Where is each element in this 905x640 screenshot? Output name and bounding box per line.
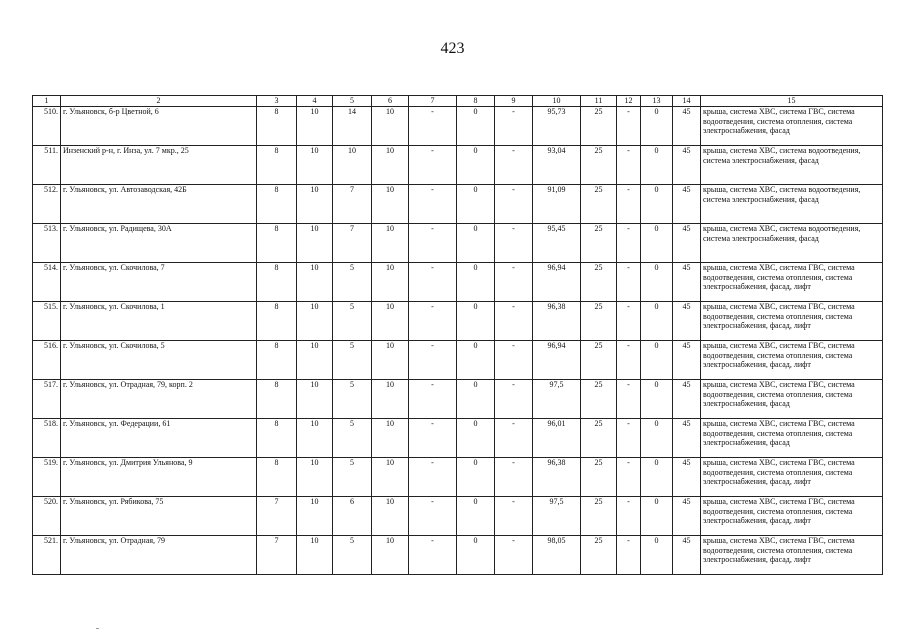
- value-cell: 0: [457, 380, 495, 419]
- works-cell: крыша, система ХВС, система ГВС, система водоотведения, система отопления, система электроснабжения, фасад: [701, 419, 883, 458]
- value-cell: 97,5: [533, 497, 581, 536]
- value-cell: 96,94: [533, 263, 581, 302]
- value-cell: 7: [257, 497, 297, 536]
- address-cell: Инзенский р-н, г. Инза, ул. 7 мкр., 25: [61, 146, 257, 185]
- value-cell: -: [617, 146, 641, 185]
- value-cell: 10: [372, 107, 409, 146]
- row-number-cell: 520.: [33, 497, 61, 536]
- address-cell: г. Ульяновск, ул. Радищева, 30А: [61, 224, 257, 263]
- page-number: 423: [440, 40, 465, 57]
- value-cell: 5: [333, 380, 372, 419]
- value-cell: 8: [257, 185, 297, 224]
- col-header: 12: [617, 96, 641, 107]
- table-row: [33, 419, 883, 458]
- col-header: 4: [297, 96, 333, 107]
- value-cell: 0: [457, 302, 495, 341]
- value-cell: -: [495, 146, 533, 185]
- col-header: 1: [33, 96, 61, 107]
- value-cell: 0: [457, 419, 495, 458]
- value-cell: 0: [641, 302, 673, 341]
- value-cell: 6: [333, 497, 372, 536]
- value-cell: 10: [297, 146, 333, 185]
- value-cell: 10: [297, 302, 333, 341]
- address-cell: г. Ульяновск, ул. Скочилова, 5: [61, 341, 257, 380]
- col-header: 11: [581, 96, 617, 107]
- table-row: [33, 263, 883, 302]
- value-cell: -: [617, 497, 641, 536]
- row-number-cell: 517.: [33, 380, 61, 419]
- value-cell: 0: [641, 185, 673, 224]
- value-cell: 10: [297, 380, 333, 419]
- value-cell: 97,5: [533, 380, 581, 419]
- scan-speck: [96, 628, 99, 629]
- works-cell: крыша, система ХВС, система ГВС, система водоотведения, система отопления, система электроснабжения, фасад, лифт: [701, 302, 883, 341]
- value-cell: 0: [457, 263, 495, 302]
- address-cell: г. Ульяновск, ул. Дмитрия Ульянова, 9: [61, 458, 257, 497]
- row-number-cell: 512.: [33, 185, 61, 224]
- value-cell: 10: [297, 497, 333, 536]
- value-cell: 25: [581, 419, 617, 458]
- row-number-cell: 511.: [33, 146, 61, 185]
- value-cell: -: [409, 536, 457, 575]
- table-row: [33, 458, 883, 497]
- value-cell: 0: [641, 380, 673, 419]
- value-cell: 25: [581, 185, 617, 224]
- col-header: 14: [673, 96, 701, 107]
- value-cell: -: [495, 263, 533, 302]
- value-cell: 25: [581, 263, 617, 302]
- value-cell: 0: [457, 107, 495, 146]
- value-cell: -: [617, 185, 641, 224]
- value-cell: 25: [581, 536, 617, 575]
- col-header: 9: [495, 96, 533, 107]
- value-cell: 25: [581, 341, 617, 380]
- value-cell: 5: [333, 341, 372, 380]
- value-cell: 25: [581, 497, 617, 536]
- value-cell: 10: [372, 380, 409, 419]
- value-cell: 0: [457, 497, 495, 536]
- value-cell: 10: [297, 341, 333, 380]
- value-cell: 25: [581, 458, 617, 497]
- works-cell: крыша, система ХВС, система ГВС, система водоотведения, система отопления, система электроснабжения, фасад, лифт: [701, 497, 883, 536]
- value-cell: 5: [333, 302, 372, 341]
- value-cell: 96,38: [533, 458, 581, 497]
- value-cell: 8: [257, 302, 297, 341]
- value-cell: 25: [581, 224, 617, 263]
- row-number-cell: 518.: [33, 419, 61, 458]
- value-cell: 45: [673, 380, 701, 419]
- value-cell: 10: [372, 302, 409, 341]
- value-cell: 0: [641, 263, 673, 302]
- row-number-cell: 519.: [33, 458, 61, 497]
- address-cell: г. Ульяновск, ул. Скочилова, 7: [61, 263, 257, 302]
- value-cell: -: [495, 458, 533, 497]
- works-cell: крыша, система ХВС, система ГВС, система водоотведения, система отопления, система электроснабжения, фасад, лифт: [701, 458, 883, 497]
- value-cell: 10: [297, 536, 333, 575]
- value-cell: -: [409, 380, 457, 419]
- value-cell: -: [409, 341, 457, 380]
- value-cell: 10: [372, 458, 409, 497]
- value-cell: 10: [372, 146, 409, 185]
- value-cell: 10: [297, 263, 333, 302]
- value-cell: -: [617, 302, 641, 341]
- value-cell: 45: [673, 224, 701, 263]
- table-row: [33, 185, 883, 224]
- value-cell: 0: [641, 497, 673, 536]
- value-cell: -: [617, 536, 641, 575]
- value-cell: 8: [257, 380, 297, 419]
- value-cell: -: [495, 185, 533, 224]
- address-cell: г. Ульяновск, ул. Отрадная, 79, корп. 2: [61, 380, 257, 419]
- address-cell: г. Ульяновск, ул. Федерации, 61: [61, 419, 257, 458]
- col-header: 2: [61, 96, 257, 107]
- value-cell: 7: [333, 224, 372, 263]
- table-row: [33, 146, 883, 185]
- works-cell: крыша, система ХВС, система ГВС, система водоотведения, система отопления, система электроснабжения, фасад: [701, 380, 883, 419]
- value-cell: 8: [257, 263, 297, 302]
- value-cell: -: [495, 224, 533, 263]
- value-cell: 45: [673, 146, 701, 185]
- table-row: [33, 224, 883, 263]
- value-cell: 45: [673, 107, 701, 146]
- value-cell: 45: [673, 263, 701, 302]
- value-cell: 0: [641, 146, 673, 185]
- row-number-cell: 521.: [33, 536, 61, 575]
- value-cell: 5: [333, 419, 372, 458]
- value-cell: 98,05: [533, 536, 581, 575]
- value-cell: 45: [673, 341, 701, 380]
- value-cell: -: [617, 419, 641, 458]
- value-cell: 10: [372, 263, 409, 302]
- value-cell: 25: [581, 302, 617, 341]
- value-cell: 5: [333, 536, 372, 575]
- value-cell: 96,38: [533, 302, 581, 341]
- address-cell: г. Ульяновск, ул. Отрадная, 79: [61, 536, 257, 575]
- value-cell: 5: [333, 263, 372, 302]
- col-header: 7: [409, 96, 457, 107]
- value-cell: 10: [297, 107, 333, 146]
- value-cell: 10: [372, 224, 409, 263]
- value-cell: 10: [297, 419, 333, 458]
- table-row: [33, 107, 883, 146]
- row-number-cell: 513.: [33, 224, 61, 263]
- value-cell: 0: [457, 185, 495, 224]
- value-cell: -: [409, 146, 457, 185]
- value-cell: 0: [641, 224, 673, 263]
- value-cell: 10: [372, 341, 409, 380]
- value-cell: -: [495, 497, 533, 536]
- value-cell: 0: [641, 458, 673, 497]
- value-cell: 10: [372, 419, 409, 458]
- value-cell: -: [617, 458, 641, 497]
- value-cell: -: [495, 419, 533, 458]
- value-cell: -: [409, 185, 457, 224]
- col-header: 13: [641, 96, 673, 107]
- value-cell: 25: [581, 380, 617, 419]
- row-number-cell: 515.: [33, 302, 61, 341]
- value-cell: -: [617, 380, 641, 419]
- value-cell: -: [409, 224, 457, 263]
- works-cell: крыша, система ХВС, система ГВС, система водоотведения, система отопления, система электроснабжения, фасад, лифт: [701, 536, 883, 575]
- value-cell: 45: [673, 497, 701, 536]
- value-cell: 91,09: [533, 185, 581, 224]
- row-number-cell: 514.: [33, 263, 61, 302]
- works-cell: крыша, система ХВС, система водоотведения, система электроснабжения, фасад: [701, 185, 883, 224]
- value-cell: -: [409, 302, 457, 341]
- table-row: [33, 302, 883, 341]
- value-cell: 8: [257, 341, 297, 380]
- data-table: [32, 95, 883, 575]
- value-cell: 45: [673, 302, 701, 341]
- value-cell: 8: [257, 419, 297, 458]
- value-cell: 93,04: [533, 146, 581, 185]
- value-cell: -: [617, 224, 641, 263]
- address-cell: г. Ульяновск, ул. Рябикова, 75: [61, 497, 257, 536]
- table-row: [33, 380, 883, 419]
- value-cell: 10: [372, 185, 409, 224]
- value-cell: 14: [333, 107, 372, 146]
- value-cell: 45: [673, 458, 701, 497]
- value-cell: -: [617, 263, 641, 302]
- value-cell: -: [409, 497, 457, 536]
- value-cell: 0: [641, 536, 673, 575]
- value-cell: 25: [581, 146, 617, 185]
- value-cell: -: [409, 458, 457, 497]
- works-cell: крыша, система ХВС, система водоотведения, система электроснабжения, фасад: [701, 146, 883, 185]
- value-cell: 0: [641, 419, 673, 458]
- table-row: [33, 341, 883, 380]
- value-cell: 8: [257, 224, 297, 263]
- value-cell: 5: [333, 458, 372, 497]
- row-number-cell: 516.: [33, 341, 61, 380]
- value-cell: -: [495, 536, 533, 575]
- value-cell: 95,45: [533, 224, 581, 263]
- table-row: [33, 536, 883, 575]
- value-cell: -: [495, 380, 533, 419]
- value-cell: 0: [641, 341, 673, 380]
- address-cell: г. Ульяновск, ул. Скочилова, 1: [61, 302, 257, 341]
- value-cell: 45: [673, 185, 701, 224]
- address-cell: г. Ульяновск, ул. Автозаводская, 42Б: [61, 185, 257, 224]
- value-cell: -: [409, 263, 457, 302]
- value-cell: -: [495, 302, 533, 341]
- value-cell: -: [617, 341, 641, 380]
- col-header: 3: [257, 96, 297, 107]
- value-cell: 0: [457, 146, 495, 185]
- value-cell: 0: [457, 458, 495, 497]
- value-cell: 10: [297, 185, 333, 224]
- works-cell: крыша, система ХВС, система ГВС, система водоотведения, система отопления, система электроснабжения, фасад, лифт: [701, 341, 883, 380]
- row-number-cell: 510.: [33, 107, 61, 146]
- col-header: 15: [701, 96, 883, 107]
- value-cell: 8: [257, 146, 297, 185]
- works-cell: крыша, система ХВС, система ГВС, система водоотведения, система отопления, система электроснабжения, фасад: [701, 107, 883, 146]
- value-cell: 0: [457, 341, 495, 380]
- value-cell: -: [617, 107, 641, 146]
- value-cell: -: [409, 419, 457, 458]
- value-cell: 0: [641, 107, 673, 146]
- works-cell: крыша, система ХВС, система ГВС, система водоотведения, система отопления, система электроснабжения, фасад, лифт: [701, 263, 883, 302]
- value-cell: -: [495, 341, 533, 380]
- col-header: 5: [333, 96, 372, 107]
- value-cell: 8: [257, 458, 297, 497]
- col-header: 6: [372, 96, 409, 107]
- works-cell: крыша, система ХВС, система водоотведения, система электроснабжения, фасад: [701, 224, 883, 263]
- value-cell: 0: [457, 224, 495, 263]
- col-header: 10: [533, 96, 581, 107]
- col-header: 8: [457, 96, 495, 107]
- header-row: [33, 96, 883, 107]
- value-cell: 7: [257, 536, 297, 575]
- value-cell: 10: [297, 458, 333, 497]
- value-cell: 45: [673, 536, 701, 575]
- value-cell: 10: [372, 497, 409, 536]
- value-cell: 45: [673, 419, 701, 458]
- address-cell: г. Ульяновск, б-р Цветной, 6: [61, 107, 257, 146]
- value-cell: 8: [257, 107, 297, 146]
- value-cell: 96,01: [533, 419, 581, 458]
- value-cell: 25: [581, 107, 617, 146]
- value-cell: 10: [372, 536, 409, 575]
- value-cell: 7: [333, 185, 372, 224]
- value-cell: 96,94: [533, 341, 581, 380]
- value-cell: 0: [457, 536, 495, 575]
- value-cell: -: [495, 107, 533, 146]
- value-cell: 95,73: [533, 107, 581, 146]
- value-cell: 10: [297, 224, 333, 263]
- value-cell: -: [409, 107, 457, 146]
- value-cell: 10: [333, 146, 372, 185]
- table-row: [33, 497, 883, 536]
